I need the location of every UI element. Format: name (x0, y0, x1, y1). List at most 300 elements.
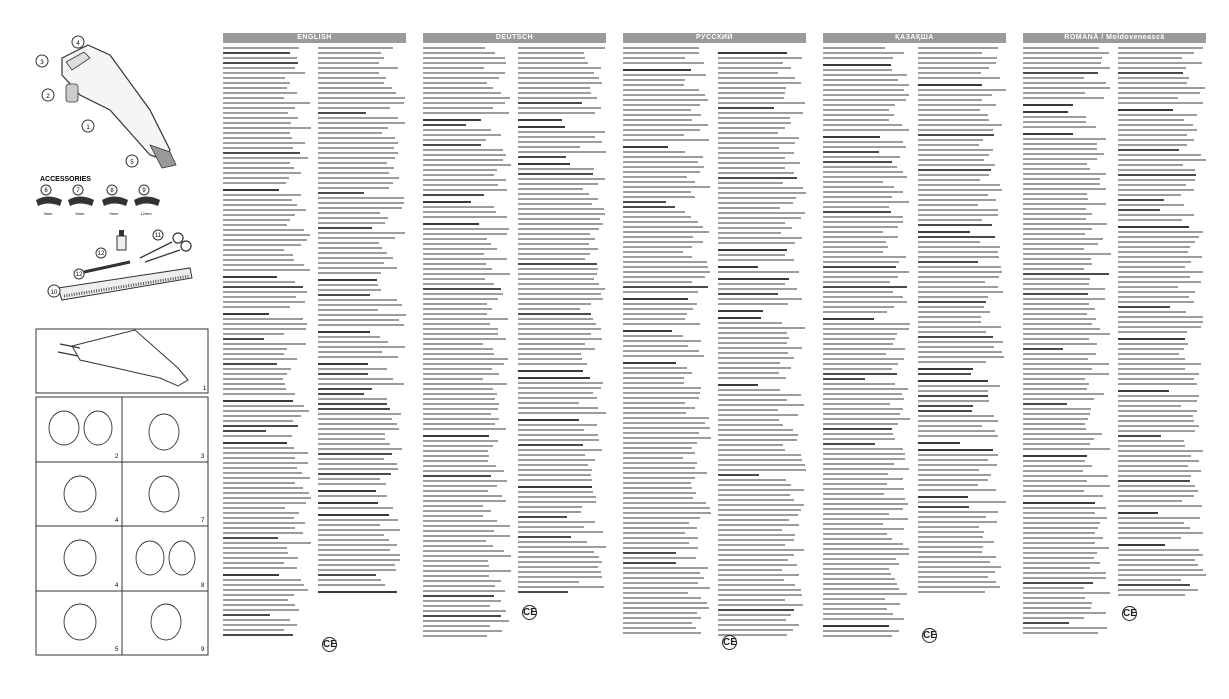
text-line (423, 318, 508, 320)
text-line (823, 635, 892, 637)
text-line (823, 146, 906, 148)
text-line (1023, 92, 1085, 94)
text-line (823, 69, 892, 71)
scissors-icon (140, 233, 191, 262)
text-line (318, 152, 398, 154)
text-line (623, 507, 710, 509)
text-line (1118, 512, 1158, 514)
text-line (423, 52, 495, 54)
text-line (223, 92, 297, 94)
text-line (823, 206, 889, 208)
text-line (223, 477, 310, 479)
text-line (623, 552, 676, 554)
text-line (223, 467, 297, 469)
text-line (423, 228, 509, 230)
text-line (223, 291, 307, 293)
text-line (518, 387, 601, 389)
text-line (623, 350, 699, 352)
text-line (623, 313, 687, 315)
text-line (918, 159, 984, 161)
text-line (423, 273, 510, 275)
text-line (823, 129, 909, 131)
text-line (223, 67, 295, 69)
text-line (718, 474, 759, 476)
text-line (1023, 527, 1098, 529)
text-line (823, 613, 893, 615)
text-line (518, 298, 603, 300)
text-line (918, 301, 986, 303)
text-line (1023, 104, 1073, 106)
text-line (1118, 301, 1194, 303)
text-line (918, 174, 989, 176)
text-line (318, 77, 386, 79)
text-line (718, 377, 786, 379)
text-line (823, 393, 902, 395)
text-line (518, 343, 585, 345)
text-line (918, 57, 997, 59)
text-line (823, 403, 890, 405)
text-line (718, 57, 802, 59)
text-line (823, 57, 893, 59)
text-line (423, 184, 498, 186)
text-line (518, 541, 587, 543)
text-line (518, 213, 605, 215)
text-line (1118, 266, 1185, 268)
text-line (1023, 602, 1092, 604)
text-line (823, 94, 909, 96)
text-line (1118, 405, 1181, 407)
text-line (318, 495, 387, 497)
text-line (223, 502, 306, 504)
text-line (918, 356, 1004, 358)
text-line (518, 439, 599, 441)
text-line (318, 167, 394, 169)
text-line (918, 241, 980, 243)
text-line (423, 530, 494, 532)
text-line (223, 204, 297, 206)
text-line (318, 82, 384, 84)
text-line (1023, 213, 1092, 215)
text-line (318, 473, 391, 475)
text-line (823, 196, 892, 198)
text-line (423, 313, 487, 315)
text-line (318, 368, 387, 370)
text-line (823, 256, 906, 258)
text-line (223, 132, 290, 134)
text-line (623, 472, 707, 474)
text-line (918, 114, 988, 116)
text-line (1118, 554, 1203, 556)
text-line (518, 358, 582, 360)
text-line (718, 342, 787, 344)
text-line (518, 52, 584, 54)
text-line (623, 397, 699, 399)
text-line (318, 127, 388, 129)
text-line (918, 154, 989, 156)
text-line (718, 409, 778, 411)
text-line (318, 252, 387, 254)
text-line (718, 97, 784, 99)
text-line (823, 588, 899, 590)
text-line (1118, 149, 1179, 151)
text-line (423, 77, 499, 79)
text-line (918, 144, 979, 146)
text-line (623, 206, 675, 208)
text-line (718, 212, 805, 214)
text-line (518, 136, 595, 138)
text-line (623, 340, 701, 342)
text-line (918, 209, 998, 211)
text-line (423, 119, 481, 121)
text-line (1118, 430, 1195, 432)
text-line (918, 149, 993, 151)
text-line (1023, 577, 1106, 579)
text-line (623, 271, 710, 273)
text-line (223, 447, 294, 449)
text-line (1023, 253, 1111, 255)
text-line (718, 77, 795, 79)
text-line (318, 544, 397, 546)
text-line (423, 353, 494, 355)
text-line (518, 318, 593, 320)
text-line (718, 629, 793, 631)
text-line (223, 199, 292, 201)
text-line (223, 224, 287, 226)
text-line (718, 529, 782, 531)
section-header-russian: РУССКИЙ (623, 33, 806, 43)
text-line (823, 493, 884, 495)
text-line (318, 122, 405, 124)
text-line (423, 610, 506, 612)
text-line (1118, 358, 1185, 360)
text-line (223, 487, 303, 489)
text-line (318, 507, 393, 509)
text-line (1023, 597, 1085, 599)
text-line (223, 383, 285, 385)
text-line (223, 522, 305, 524)
text-line (318, 57, 384, 59)
text-line (423, 470, 504, 472)
text-line (718, 249, 787, 251)
text-line (1118, 67, 1186, 69)
text-line (223, 189, 279, 191)
text-line (1023, 77, 1084, 79)
text-line (223, 147, 293, 149)
text-line (223, 552, 288, 554)
text-line (223, 152, 300, 154)
text-block (718, 47, 806, 639)
text-line (1118, 316, 1203, 318)
text-line (318, 284, 378, 286)
text-line (823, 333, 897, 335)
text-line (518, 591, 568, 593)
text-line (623, 139, 709, 141)
text-line (823, 176, 907, 178)
text-line (718, 322, 782, 324)
svg-text:5: 5 (115, 647, 119, 653)
text-line (1023, 143, 1097, 145)
text-line (718, 132, 778, 134)
text-line (623, 104, 700, 106)
text-line (823, 463, 894, 465)
text-line (823, 473, 888, 475)
text-line (1023, 470, 1083, 472)
text-line (918, 67, 989, 69)
text-line (423, 124, 466, 126)
text-line (1118, 124, 1193, 126)
text-line (623, 407, 695, 409)
text-line (223, 343, 306, 345)
text-line (1118, 199, 1164, 201)
text-line (1118, 480, 1190, 482)
text-line (1118, 271, 1203, 273)
text-line (623, 335, 683, 337)
text-line (318, 237, 395, 239)
callout-10 (48, 285, 60, 297)
text-line (318, 574, 376, 576)
text-line (718, 102, 805, 104)
text-line (623, 572, 700, 574)
text-line (1023, 632, 1098, 634)
text-line (223, 420, 293, 422)
text-line (718, 137, 799, 139)
text-line (518, 392, 593, 394)
text-line (1118, 579, 1181, 581)
text-line (423, 625, 490, 627)
text-line (223, 112, 288, 114)
text-line (223, 482, 295, 484)
text-line (718, 372, 779, 374)
text-line (918, 561, 990, 563)
text-line (1118, 338, 1185, 340)
text-line (718, 288, 797, 290)
text-line (318, 147, 394, 149)
text-line (318, 388, 372, 390)
text-line (318, 428, 399, 430)
text-line (918, 47, 998, 49)
text-line (1118, 62, 1202, 64)
text-line (318, 463, 397, 465)
text-line (823, 291, 893, 293)
text-line (1118, 505, 1202, 507)
text-line (718, 509, 801, 511)
text-line (823, 136, 880, 138)
text-line (823, 338, 895, 340)
text-line (318, 192, 364, 194)
svg-text:3: 3 (201, 454, 205, 460)
text-line (318, 112, 366, 114)
text-line (823, 246, 888, 248)
text-line (318, 502, 378, 504)
text-line (1023, 443, 1090, 445)
text-line (623, 99, 708, 101)
text-line (623, 251, 683, 253)
text-line (223, 254, 293, 256)
text-line (823, 281, 890, 283)
text-line (918, 496, 968, 498)
text-line (1023, 188, 1106, 190)
text-line (223, 269, 310, 271)
text-line (623, 191, 691, 193)
text-line (918, 169, 991, 171)
text-line (718, 317, 761, 319)
text-line (823, 498, 905, 500)
text-line (823, 503, 908, 505)
text-line (623, 392, 700, 394)
text-line (518, 273, 597, 275)
svg-text:10: 10 (50, 290, 58, 296)
text-line (623, 231, 709, 233)
cleaning-brush (84, 262, 130, 272)
text-line (623, 186, 710, 188)
text-line (718, 87, 786, 89)
text-line (718, 92, 785, 94)
text-line (623, 562, 676, 564)
text-line (718, 434, 798, 436)
text-line (1118, 574, 1206, 576)
text-line (1118, 475, 1191, 477)
text-line (223, 457, 295, 459)
svg-text:8: 8 (201, 583, 205, 589)
text-line (718, 283, 785, 285)
text-line (1023, 368, 1092, 370)
text-line (423, 595, 494, 597)
text-line (1023, 308, 1095, 310)
text-line (1118, 470, 1201, 472)
text-line (223, 368, 291, 370)
text-line (823, 528, 904, 530)
text-line (1023, 343, 1097, 345)
text-line (918, 77, 1000, 79)
clipper-drawing (62, 45, 176, 168)
svg-text:12: 12 (97, 251, 105, 257)
text-line (518, 526, 584, 528)
text-line (518, 87, 590, 89)
text-line (718, 259, 794, 261)
device-illustrations (0, 0, 212, 694)
text-line (223, 219, 290, 221)
text-line (318, 529, 400, 531)
text-line (318, 182, 393, 184)
text-line (918, 99, 982, 101)
text-line (423, 480, 507, 482)
text-line (823, 211, 891, 213)
text-line (223, 512, 299, 514)
text-line (318, 324, 404, 326)
text-line (223, 405, 304, 407)
text-line (718, 254, 785, 256)
text-line (918, 89, 1006, 91)
text-line (423, 428, 506, 430)
text-block (623, 47, 711, 637)
text-line (823, 378, 865, 380)
text-line (318, 314, 406, 316)
text-line (423, 630, 502, 632)
text-line (318, 413, 401, 415)
text-line (918, 199, 996, 201)
text-line (518, 151, 606, 153)
text-line (318, 483, 386, 485)
text-line (623, 457, 683, 459)
text-line (423, 333, 498, 335)
text-line (823, 236, 898, 238)
text-line (1023, 258, 1091, 260)
text-line (823, 423, 898, 425)
text-line (223, 492, 309, 494)
text-line (223, 117, 298, 119)
text-line (918, 204, 978, 206)
text-line (1023, 448, 1110, 450)
text-line (518, 107, 601, 109)
text-line (718, 127, 785, 129)
text-line (223, 594, 294, 596)
text-line (1023, 52, 1109, 54)
text-line (318, 309, 378, 311)
text-line (918, 395, 988, 397)
text-line (223, 47, 299, 49)
text-line (823, 52, 904, 54)
text-line (1023, 263, 1092, 265)
text-line (623, 527, 697, 529)
text-line (918, 164, 995, 166)
text-line (318, 341, 388, 343)
text-line (918, 385, 1000, 387)
svg-text:7: 7 (76, 188, 80, 194)
text-line (1023, 243, 1098, 245)
text-line (623, 134, 684, 136)
text-line (823, 296, 903, 298)
text-line (718, 332, 787, 334)
text-line (718, 594, 802, 596)
text-line (1118, 256, 1202, 258)
text-line (223, 373, 287, 375)
text-line (518, 444, 583, 446)
text-line (423, 505, 483, 507)
text-line (823, 478, 903, 480)
text-line (518, 278, 594, 280)
text-line (823, 47, 885, 49)
text-line (623, 442, 697, 444)
text-line (318, 267, 397, 269)
text-line (518, 370, 583, 372)
text-line (823, 448, 903, 450)
text-line (823, 241, 886, 243)
text-line (918, 400, 989, 402)
text-line (823, 181, 883, 183)
text-line (623, 114, 701, 116)
text-line (823, 99, 906, 101)
text-line (918, 586, 1000, 588)
text-line (318, 393, 364, 395)
text-line (318, 304, 402, 306)
text-line (318, 363, 368, 365)
text-line (423, 87, 493, 89)
section-deutsch (423, 33, 606, 673)
text-line (518, 348, 595, 350)
text-line (623, 286, 708, 288)
text-line (423, 243, 491, 245)
text-line (623, 377, 684, 379)
text-line (718, 394, 801, 396)
text-line (1023, 617, 1084, 619)
text-line (823, 543, 903, 545)
text-line (318, 478, 380, 480)
text-line (1118, 465, 1188, 467)
text-line (623, 84, 684, 86)
text-line (1118, 109, 1173, 111)
text-line (518, 531, 603, 533)
text-line (918, 129, 993, 131)
